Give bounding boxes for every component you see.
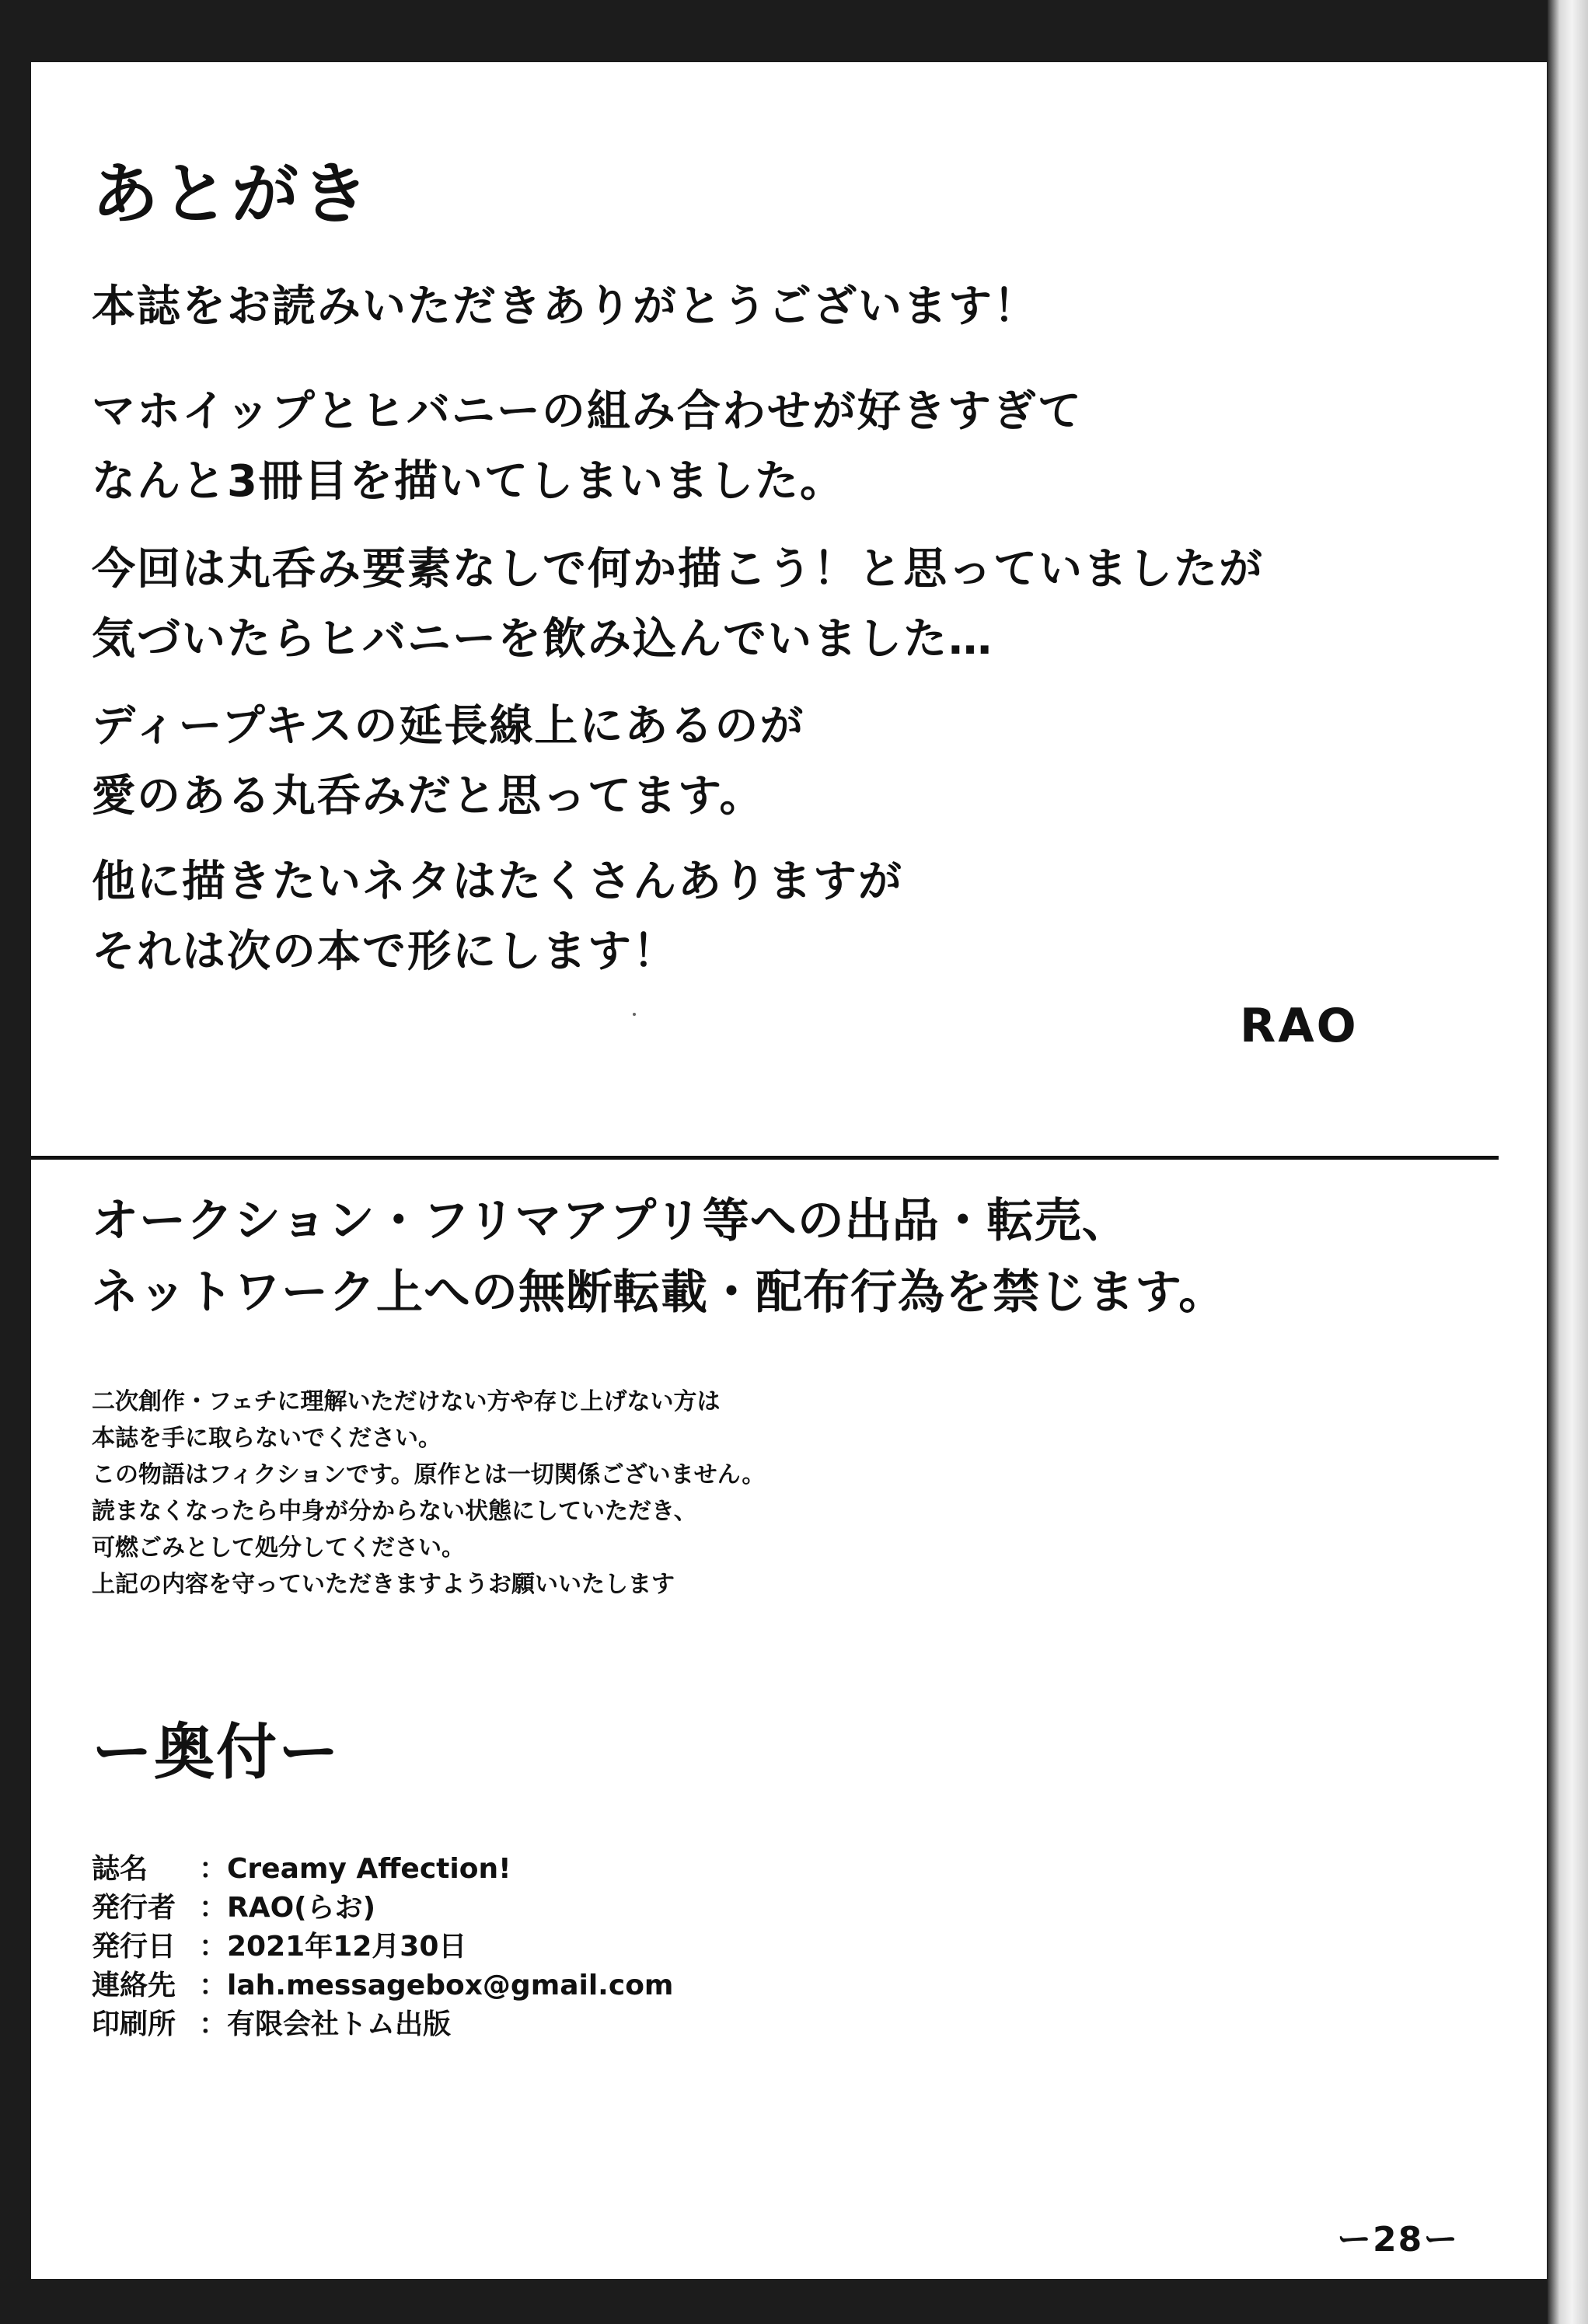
document-page	[31, 62, 1547, 2279]
scan-speck	[633, 1013, 636, 1016]
afterword-line: 本誌をお読みいただきありがとうございます！	[92, 281, 1038, 332]
colophon-row	[92, 1850, 673, 1889]
section-divider	[31, 1156, 1499, 1160]
colophon-title: ー奥付ー	[92, 1718, 341, 1788]
afterword-line: 愛のある丸呑みだと思ってます。	[92, 771, 765, 822]
colophon-table	[92, 1850, 673, 2044]
colophon-row	[92, 1928, 673, 1966]
colophon-row	[92, 1889, 673, 1928]
afterword-title: あとがき	[92, 155, 372, 233]
notice-line: オークション・フリマアプリ等への出品・転売、	[92, 1194, 1129, 1248]
author-signature: RAO	[1240, 999, 1359, 1053]
scan-edge	[1548, 0, 1588, 2324]
afterword-paragraph	[92, 272, 1038, 342]
afterword-line: 気づいたらヒバニーを飲み込んでいました…	[92, 614, 993, 665]
disclaimer-line: 可燃ごみとして処分してください。	[92, 1534, 465, 1562]
disclaimer-line: 上記の内容を守っていただきますようお願いいたします	[92, 1571, 675, 1598]
page-number: ー28ー	[1337, 2220, 1460, 2259]
afterword-line: なんと3冊目を描いてしまいました。	[92, 456, 845, 507]
afterword-line: 今回は丸呑み要素なしで何か描こう！と思っていましたが	[92, 544, 1264, 595]
resale-notice	[92, 1185, 1226, 1328]
afterword-line: それは次の本で形にします！	[92, 926, 678, 977]
colophon-key: 発行日	[92, 1931, 176, 1963]
disclaimer-line: 二次創作・フェチに理解いただけない方や存じ上げない方は	[92, 1388, 721, 1415]
colophon-key: 連絡先	[92, 1970, 176, 2001]
colophon-key: 発行者	[92, 1892, 176, 1924]
colophon-row	[92, 2005, 673, 2044]
colophon-value: ：Creamy Affection!	[199, 1853, 511, 1885]
colophon-key: 印刷所	[92, 2008, 176, 2040]
colophon-value: ：有限会社トム出版	[199, 2008, 452, 2040]
disclaimer-line: この物語はフィクションです。原作とは一切関係ございません。	[92, 1461, 766, 1488]
colophon-value: ：2021年12月30日	[199, 1931, 467, 1963]
afterword-line: マホイップとヒバニーの組み合わせが好きすぎて	[92, 386, 1083, 437]
disclaimer	[92, 1384, 765, 1603]
afterword-paragraph	[92, 847, 903, 987]
colophon-value: ：RAO(らお)	[199, 1892, 376, 1924]
colophon-row	[92, 1966, 673, 2005]
notice-line: ネットワーク上への無断転載・配布行為を禁じます。	[92, 1265, 1227, 1320]
disclaimer-line: 読まなくなったら中身が分からない状態にしていただき、	[92, 1498, 697, 1525]
disclaimer-line: 本誌を手に取らないでください。	[92, 1425, 441, 1452]
colophon-value: ：lah.messagebox@gmail.com	[199, 1970, 674, 2001]
colophon-key: 誌名	[92, 1853, 148, 1885]
afterword-line: ディープキスの延長線上にあるのが	[92, 701, 805, 752]
afterword-paragraph	[92, 535, 1264, 675]
afterword-line: 他に描きたいネタはたくさんありますが	[92, 857, 903, 907]
afterword-paragraph	[92, 692, 804, 832]
afterword-paragraph	[92, 377, 1083, 517]
